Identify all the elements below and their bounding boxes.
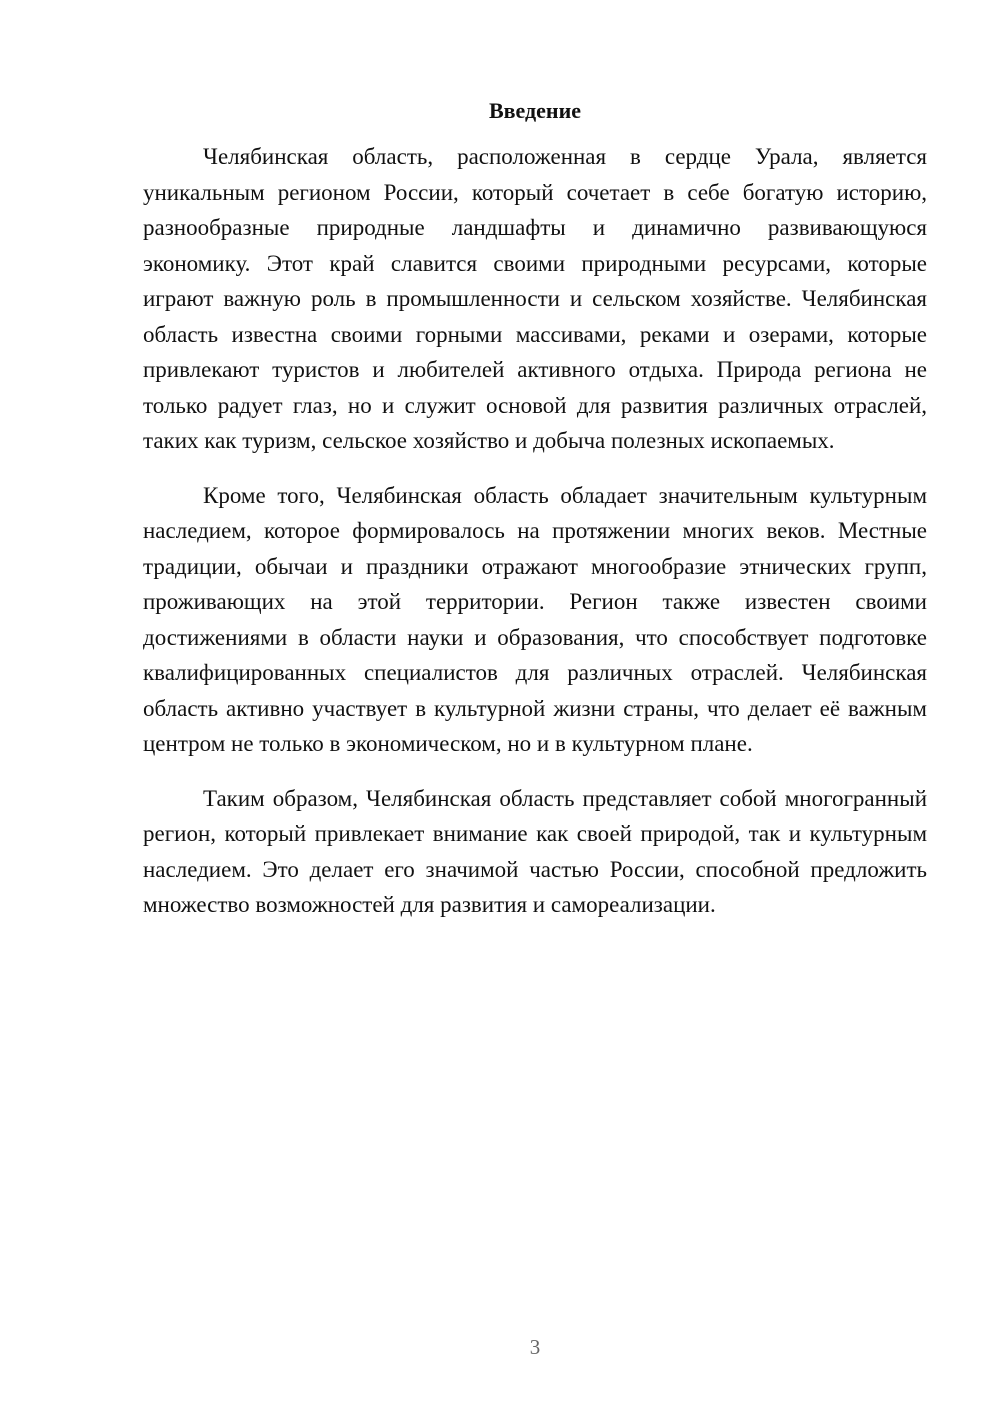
page-content — [143, 95, 927, 923]
paragraph-culture: Кроме того, Челябинская область обладает значительным культурным наследием, которое формировалось на протяжении многих веков. Местные традиции, обычаи и праздники отражают многообразие этнических групп, проживающих на этой территории. Регион также известен своими достижениями в области науки и образования, что способствует подготовке квалифицированных специалистов для различных отраслей. Челябинская область активно участвует в культурной жизни страны, что делает её важным центром не только в экономическом, но и в культурном плане. — [143, 482, 927, 756]
paragraph-conclusion: Таким образом, Челябинская область представляет собой многогранный регион, который привлекает внимание как своей природой, так и культурным наследием. Это делает его значимой частью России, способной предложить множество возможностей для развития и самореализации. — [143, 785, 927, 917]
section-heading: Введение — [488, 98, 582, 123]
paragraph-intro: Челябинская область, расположенная в сердце Урала, является уникальным регионом России, который сочетает в себе богатую историю, разнообразные природные ландшафты и динамично развивающуюся экономику. Этот край славится своими природными ресурсами, которые играют важную роль в промышленности и сельском хозяйстве. Челябинская область известна своими горными массивами, реками и озерами, которые привлекают туристов и любителей активного отдыха. Природа региона не только радует глаз, но и служит основой для развития различных отраслей, таких как туризм, сельское хозяйство и добыча полезных ископаемых. — [143, 144, 927, 453]
page-number: 3 — [529, 1335, 541, 1359]
